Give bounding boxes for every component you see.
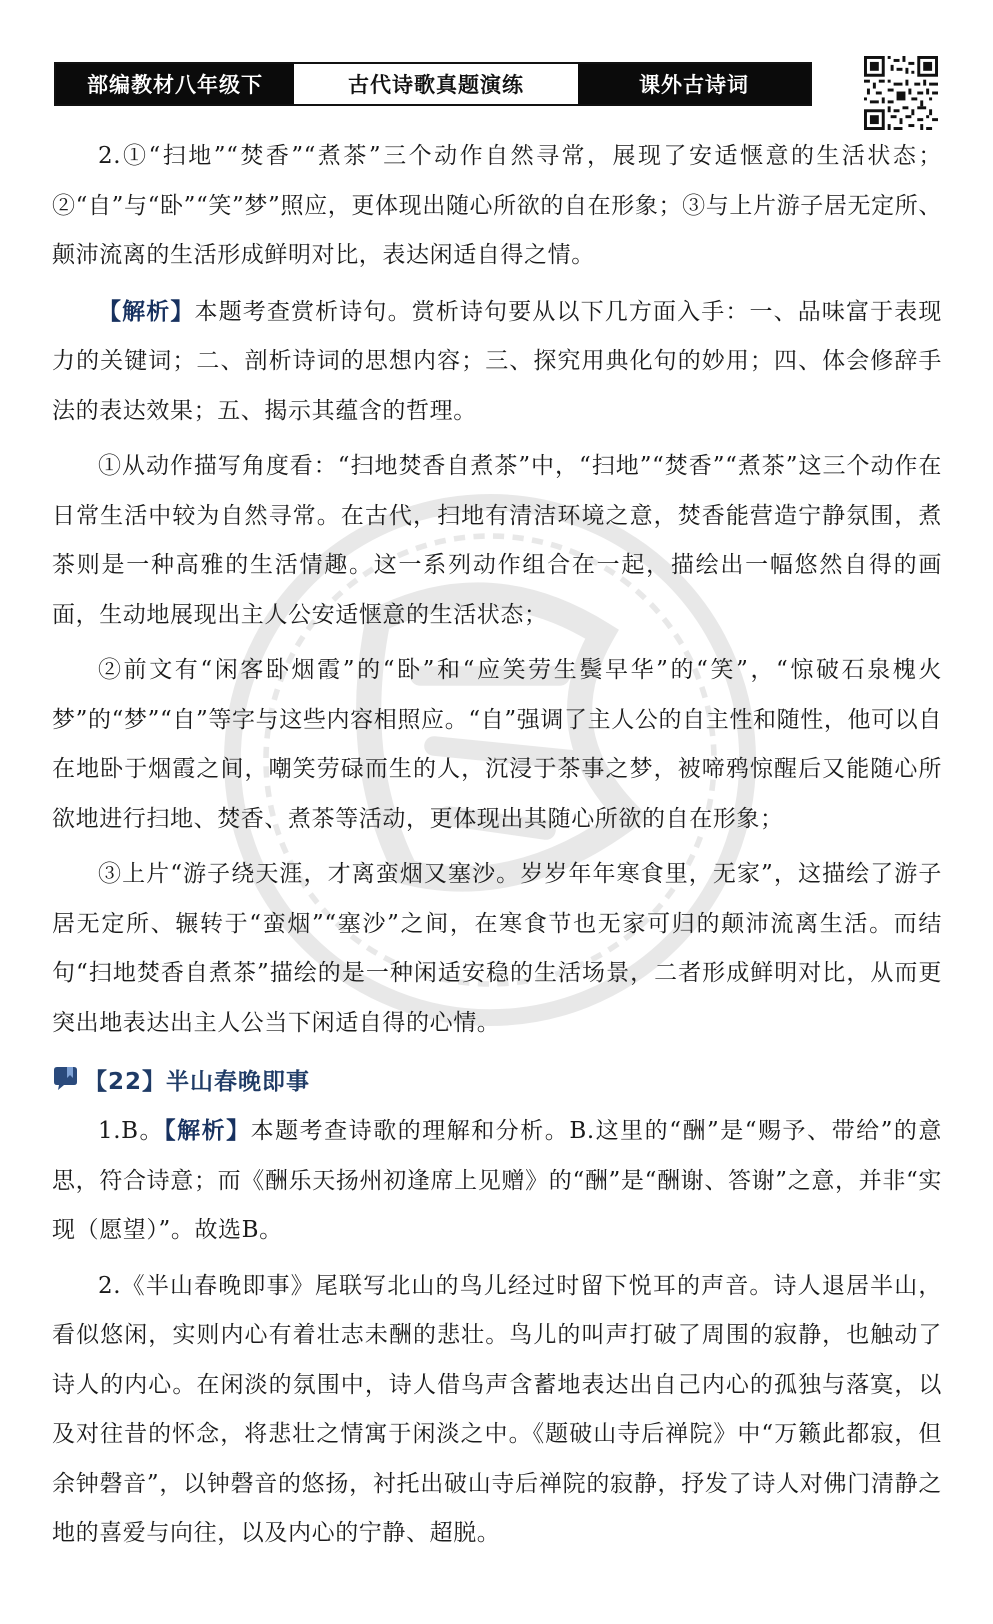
analysis-text: 本题考查赏析诗句。赏析诗句要从以下几方面入手：一、品味富于表现力的关键词；二、剖析诗词的思想内容；三、探究用典化句的妙用；四、体会修辞手法的表达效果；五、揭示其蕴含的哲理。 (52, 298, 942, 424)
analysis-point-1: ①从动作描写角度看：“扫地焚香自煮茶”中，“扫地”“焚香”“煮茶”这三个动作在日常生活中较为自然寻常。在古代，扫地有清洁环境之意，焚香能营造宁静氛围，煮茶则是一种高雅的生活情趣。这一系列动作组合在一起，描绘出一幅悠然自得的画面，生动地展现出主人公安适惬意的生活状态； (52, 453, 942, 628)
analysis-point-3: ③上片“游子绕天涯，才离蛮烟又塞沙。岁岁年年寒食里，无家”，这描绘了游子居无定所、辗转于“蛮烟”“塞沙”之间，在寒食节也无家可归的颠沛流离生活。而结句“扫地焚香自煮茶”描绘的是一种闲适安稳的生活场景，二者形成鲜明对比，从而更突出地表达出主人公当下闲适自得的心情。 (52, 861, 942, 1036)
header-category-label: 课外古诗词 (578, 64, 810, 104)
analysis-point-2: ②前文有“闲客卧烟霞”的“卧”和“应笑劳生鬓早华”的“笑”，“惊破石泉槐火梦”的“梦”“自”等字与这些内容相照应。“自”强调了主人公的自主性和随性，他可以自在地卧于烟霞之间，嘲笑劳碌而生的人，沉浸于茶事之梦，被啼鸦惊醒后又能随心所欲地进行扫地、焚香、煮茶等活动，更体现出其随心所欲的自在形象； (52, 657, 942, 832)
bookmark-icon (52, 1066, 80, 1092)
answer-paragraph: 2.①“扫地”“焚香”“煮茶”三个动作自然寻常，展现了安适惬意的生活状态；②“自”与“卧”“笑”梦”照应，更体现出随心所欲的自在形象；③与上片游子居无定所、颠沛流离的生活形成鲜明对比，表达闲适自得之情。 (52, 143, 942, 268)
s22-answer-1 (52, 1106, 942, 1256)
s22-analysis-label: 【解析】 (164, 1117, 251, 1144)
qr-code-icon (864, 56, 938, 130)
s22-answer-1-text: 本题考查诗歌的理解和分析。B.这里的“酬”是“赐予、带给”的意思，符合诗意；而《酬乐天扬州初逢席上见赠》的“酬”是“酬谢、答谢”之意，并非“实现（愿望）”。故选B。 (52, 1118, 942, 1243)
s22-answer-2: 2.《半山春晚即事》尾联写北山的鸟儿经过时留下悦耳的声音。诗人退居半山，看似悠闲，实则内心有着壮志未酬的悲壮。鸟儿的叫声打破了周围的寂静，也触动了诗人的内心。在闲淡的氛围中，诗人借鸟声含蓄地表达出自己内心的孤独与落寞，以及对往昔的怀念，将悲壮之情寓于闲淡之中。《题破山寺后禅院》中“万籁此都寂，但余钟磬音”，以钟磬音的悠扬，衬托出破山寺后禅院的寂静，抒发了诗人对佛门清静之地的喜爱与向往，以及内心的宁静、超脱。 (52, 1272, 942, 1546)
s22-answer-1-lead: 1.B。 (98, 1118, 165, 1144)
answer-content (52, 132, 942, 1565)
analysis-label: 【解析】 (98, 297, 195, 325)
analysis-paragraph (52, 287, 942, 437)
section-heading (52, 1054, 942, 1104)
section-title: 【22】半山春晚即事 (84, 1068, 311, 1095)
header-bar (54, 62, 812, 106)
header-grade-label: 部编教材八年级下 (56, 64, 294, 104)
header-topic-label: 古代诗歌真题演练 (294, 64, 578, 104)
